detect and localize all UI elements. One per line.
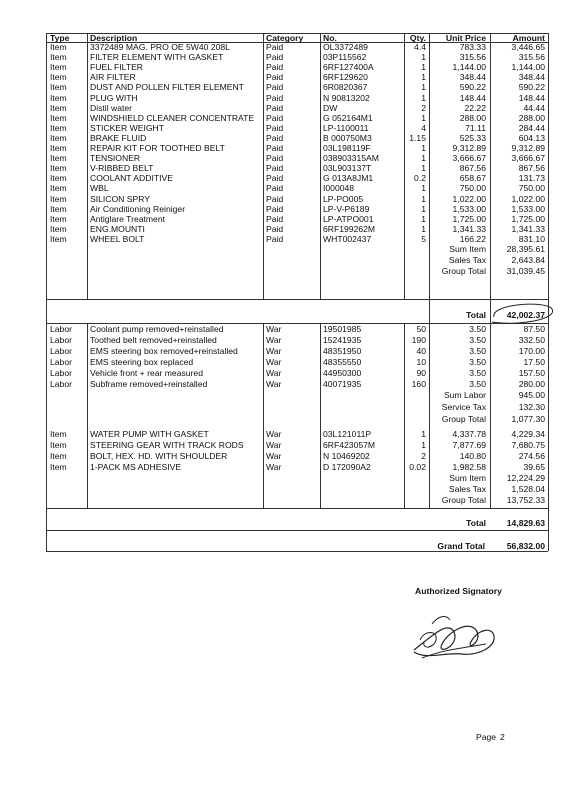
cell-amount: 157.50 bbox=[518, 368, 545, 378]
cell-type: Item bbox=[50, 153, 67, 164]
cell-description: 3372489 MAG. PRO OE 5W40 208L bbox=[90, 42, 230, 52]
cell-no: LP-PO005 bbox=[323, 193, 364, 204]
cell-no: WHT002437 bbox=[323, 233, 372, 244]
cell-amount: 39.65 bbox=[523, 461, 545, 472]
table-row bbox=[0, 324, 566, 334]
cell-description: V-RIBBED BELT bbox=[90, 163, 154, 174]
page-number: 2 bbox=[500, 732, 505, 742]
cell-type: Labor bbox=[50, 379, 72, 389]
cell-no: LP-1100011 bbox=[323, 122, 369, 133]
cell-description: 1-PACK MS ADHESIVE bbox=[90, 461, 182, 472]
labor-group-total-value: 1,077.30 bbox=[511, 414, 545, 424]
grand-total-label: Grand Total bbox=[437, 541, 485, 551]
cell-type: Item bbox=[50, 429, 67, 439]
cell-description: REPAIR KIT FOR TOOTHED BELT bbox=[90, 143, 225, 153]
header-description: Description bbox=[90, 33, 138, 43]
cell-amount: 284.44 bbox=[518, 122, 545, 133]
cell-category: Paid bbox=[266, 193, 284, 204]
table-row bbox=[0, 451, 566, 461]
cell-type: Item bbox=[50, 72, 67, 83]
cell-qty: 40 bbox=[416, 346, 426, 356]
cell-description: BOLT, HEX. HD. WITH SHOULDER bbox=[90, 450, 228, 461]
cell-qty: 4 bbox=[421, 122, 426, 133]
cell-amount: 867.56 bbox=[518, 163, 545, 174]
cell-unit-price: 4,337.78 bbox=[452, 429, 486, 439]
cell-type: Item bbox=[50, 52, 67, 63]
table-row bbox=[0, 93, 566, 103]
table-row bbox=[0, 234, 566, 244]
cell-unit-price: 3.50 bbox=[469, 368, 486, 378]
cell-description: Coolant pump removed+reinstalled bbox=[90, 324, 224, 334]
cell-amount: 170.00 bbox=[518, 346, 545, 356]
page-label: Page bbox=[476, 732, 497, 742]
cell-qty: 1 bbox=[421, 193, 426, 204]
table-row bbox=[0, 42, 566, 52]
cell-no: 6RF423057M bbox=[323, 439, 376, 450]
cell-unit-price: 3.50 bbox=[469, 335, 486, 345]
cell-type: Labor bbox=[50, 324, 72, 334]
cell-description: Subframe removed+reinstalled bbox=[90, 379, 208, 389]
total-value: 42,002.37 bbox=[506, 310, 545, 320]
cell-category: Paid bbox=[266, 92, 284, 103]
cell-unit-price: 348.44 bbox=[459, 72, 486, 83]
cell-category: War bbox=[266, 346, 282, 356]
cell-amount: 17.50 bbox=[523, 357, 545, 367]
cell-qty: 1 bbox=[421, 153, 426, 164]
cell-amount: 44.44 bbox=[523, 102, 545, 113]
cell-no: 03L198119F bbox=[323, 143, 371, 153]
cell-category: Paid bbox=[266, 183, 284, 194]
cell-no: 48355550 bbox=[323, 357, 362, 367]
cell-no: 19501985 bbox=[323, 324, 362, 334]
cell-unit-price: 867.56 bbox=[459, 163, 486, 174]
cell-unit-price: 71.11 bbox=[465, 122, 486, 133]
table-row bbox=[0, 173, 566, 183]
service-tax-label: Service Tax bbox=[441, 402, 486, 412]
cell-category: Paid bbox=[266, 132, 284, 143]
table-row bbox=[0, 194, 566, 204]
cell-category: War bbox=[266, 368, 282, 378]
cell-description: EMS steering box removed+reinstalled bbox=[90, 346, 238, 356]
cell-unit-price: 1,533.00 bbox=[452, 203, 486, 214]
cell-no: 6RF129620 bbox=[323, 72, 368, 83]
cell-qty: 1 bbox=[421, 82, 426, 93]
war-sales-tax-value: 1,528.04 bbox=[511, 484, 545, 494]
cell-type: Item bbox=[50, 132, 67, 143]
cell-description: WATER PUMP WITH GASKET bbox=[90, 429, 209, 439]
cell-amount: 1,144.00 bbox=[511, 62, 545, 73]
cell-amount: 4,229.34 bbox=[511, 429, 545, 439]
cell-description: FUEL FILTER bbox=[90, 62, 144, 73]
cell-no: 40071935 bbox=[323, 379, 362, 389]
cell-no: B 000750M3 bbox=[323, 132, 372, 143]
cell-qty: 1 bbox=[421, 439, 426, 450]
table-row bbox=[0, 183, 566, 193]
cell-type: Item bbox=[50, 173, 67, 184]
cell-category: War bbox=[266, 324, 282, 334]
cell-description: Vehicle front + rear measured bbox=[90, 368, 203, 378]
table-row bbox=[0, 133, 566, 143]
table-row bbox=[0, 368, 566, 378]
cell-no: D 172090A2 bbox=[323, 461, 371, 472]
cell-category: Paid bbox=[266, 163, 284, 174]
cell-unit-price: 658.67 bbox=[459, 173, 486, 184]
cell-category: Paid bbox=[266, 223, 284, 234]
cell-description: Distil water bbox=[90, 102, 133, 113]
cell-amount: 288.00 bbox=[518, 112, 545, 123]
table-row bbox=[0, 462, 566, 472]
cell-type: Item bbox=[50, 62, 67, 73]
cell-unit-price: 1,982.58 bbox=[452, 461, 486, 472]
header-amount: Amount bbox=[512, 33, 545, 43]
cell-type: Item bbox=[50, 143, 67, 153]
cell-unit-price: 590.22 bbox=[459, 82, 486, 93]
cell-no: OL3372489 bbox=[323, 42, 368, 52]
cell-description: Air Conditioning Reiniger bbox=[90, 203, 186, 214]
cell-type: Item bbox=[50, 122, 67, 133]
grand-total-value: 56,832.00 bbox=[506, 541, 545, 551]
cell-unit-price: 315.56 bbox=[459, 52, 486, 63]
cell-description: WHEEL BOLT bbox=[90, 233, 145, 244]
cell-category: War bbox=[266, 357, 282, 367]
cell-unit-price: 1,144.00 bbox=[452, 62, 486, 73]
cell-unit-price: 1,725.00 bbox=[452, 213, 486, 224]
cell-amount: 1,022.00 bbox=[511, 193, 545, 204]
cell-unit-price: 148.44 bbox=[459, 92, 486, 103]
cell-category: Paid bbox=[266, 52, 284, 63]
cell-no: LP-V-P6189 bbox=[323, 203, 370, 214]
cell-qty: 1.15 bbox=[409, 132, 426, 143]
cell-amount: 604.13 bbox=[518, 132, 545, 143]
cell-category: War bbox=[266, 450, 282, 461]
cell-no: N 90813202 bbox=[323, 92, 370, 103]
cell-category: Paid bbox=[266, 42, 284, 52]
table-row bbox=[0, 357, 566, 367]
war-sales-tax-label: Sales Tax bbox=[448, 484, 486, 494]
header-category: Category bbox=[266, 33, 304, 43]
sum-labor-value: 945.00 bbox=[518, 390, 545, 400]
cell-amount: 7,680.75 bbox=[511, 439, 545, 450]
cell-no: 15241935 bbox=[323, 335, 362, 345]
cell-amount: 831.10 bbox=[518, 233, 545, 244]
cell-unit-price: 1,022.00 bbox=[452, 193, 486, 204]
table-row bbox=[0, 113, 566, 123]
cell-no: 6RF199262M bbox=[323, 223, 376, 234]
header-unit-price: Unit Price bbox=[445, 33, 486, 43]
sum-item-value: 28,395.61 bbox=[506, 244, 545, 254]
cell-category: Paid bbox=[266, 173, 284, 184]
cell-description: TENSIONER bbox=[90, 153, 141, 164]
cell-qty: 1 bbox=[421, 429, 426, 439]
cell-description: WINDSHIELD CLEANER CONCENTRATE bbox=[90, 112, 255, 123]
cell-type: Item bbox=[50, 233, 67, 244]
cell-unit-price: 783.33 bbox=[459, 42, 486, 52]
cell-type: Item bbox=[50, 223, 67, 234]
cell-no: 44950300 bbox=[323, 368, 362, 378]
cell-category: Paid bbox=[266, 143, 284, 153]
table-row bbox=[0, 346, 566, 356]
table-row bbox=[0, 214, 566, 224]
signatory-label: Authorized Signatory bbox=[415, 586, 502, 596]
cell-no: 03L903137T bbox=[323, 163, 372, 174]
header-type: Type bbox=[50, 33, 70, 43]
cell-unit-price: 3.50 bbox=[469, 346, 486, 356]
cell-category: Paid bbox=[266, 102, 284, 113]
cell-no: G 013A8JM1 bbox=[323, 173, 374, 184]
header-qty: Qty. bbox=[409, 33, 426, 43]
cell-amount: 280.00 bbox=[518, 379, 545, 389]
cell-qty: 1 bbox=[421, 72, 426, 83]
cell-qty: 4.4 bbox=[414, 42, 426, 52]
cell-no: DW bbox=[323, 102, 338, 113]
cell-unit-price: 9,312.89 bbox=[452, 143, 486, 153]
table-row bbox=[0, 52, 566, 62]
cell-unit-price: 7,877.69 bbox=[452, 439, 486, 450]
cell-category: War bbox=[266, 379, 282, 389]
cell-no: LP-ATPO001 bbox=[323, 213, 374, 224]
cell-amount: 750.00 bbox=[518, 183, 545, 194]
cell-qty: 5 bbox=[421, 233, 426, 244]
cell-category: War bbox=[266, 429, 282, 439]
cell-description: ENG.MOUNTI bbox=[90, 223, 145, 234]
cell-category: Paid bbox=[266, 213, 284, 224]
cell-qty: 1 bbox=[421, 183, 426, 194]
total-circle-annotation bbox=[486, 300, 558, 326]
cell-unit-price: 1,341.33 bbox=[452, 223, 486, 234]
labor-group-total-label: Group Total bbox=[441, 414, 486, 424]
table-row bbox=[0, 379, 566, 389]
cell-unit-price: 525.33 bbox=[459, 132, 486, 143]
cell-unit-price: 750.00 bbox=[459, 183, 486, 194]
cell-type: Labor bbox=[50, 335, 72, 345]
cell-description: EMS steering box replaced bbox=[90, 357, 194, 367]
cell-amount: 1,533.00 bbox=[511, 203, 545, 214]
war-sum-item-value: 12,224.29 bbox=[506, 473, 545, 483]
war-total-value: 14,829.63 bbox=[506, 518, 545, 528]
cell-amount: 315.56 bbox=[518, 52, 545, 63]
cell-amount: 590.22 bbox=[518, 82, 545, 93]
cell-category: Paid bbox=[266, 72, 284, 83]
cell-description: AIR FILTER bbox=[90, 72, 136, 83]
war-group-total-label: Group Total bbox=[441, 495, 486, 505]
cell-qty: 2 bbox=[421, 102, 426, 113]
group-total-value: 31,039.45 bbox=[506, 266, 545, 276]
cell-qty: 190 bbox=[411, 335, 426, 345]
cell-unit-price: 3.50 bbox=[469, 324, 486, 334]
cell-description: Toothed belt removed+reinstalled bbox=[90, 335, 217, 345]
cell-qty: 1 bbox=[421, 203, 426, 214]
cell-qty: 1 bbox=[421, 62, 426, 73]
cell-qty: 1 bbox=[421, 92, 426, 103]
cell-category: Paid bbox=[266, 233, 284, 244]
cell-unit-price: 22.22 bbox=[464, 102, 486, 113]
header-no: No. bbox=[323, 33, 337, 43]
cell-qty: 90 bbox=[416, 368, 426, 378]
group-total-label: Group Total bbox=[441, 266, 486, 276]
cell-amount: 348.44 bbox=[518, 72, 545, 83]
cell-description: WBL bbox=[90, 183, 109, 194]
cell-type: Item bbox=[50, 439, 67, 450]
cell-amount: 1,341.33 bbox=[511, 223, 545, 234]
cell-description: PLUG WITH bbox=[90, 92, 138, 103]
cell-type: Item bbox=[50, 102, 67, 113]
cell-category: Paid bbox=[266, 62, 284, 73]
cell-amount: 131.73 bbox=[518, 173, 545, 184]
cell-category: War bbox=[266, 335, 282, 345]
cell-amount: 87.50 bbox=[523, 324, 545, 334]
war-sum-item-label: Sum Item bbox=[449, 473, 486, 483]
cell-description: DUST AND POLLEN FILTER ELEMENT bbox=[90, 82, 244, 93]
cell-qty: 10 bbox=[416, 357, 426, 367]
cell-qty: 1 bbox=[421, 163, 426, 174]
cell-amount: 1,725.00 bbox=[511, 213, 545, 224]
sum-labor-label: Sum Labor bbox=[443, 390, 486, 400]
cell-description: STICKER WEIGHT bbox=[90, 122, 165, 133]
signature-image bbox=[402, 600, 512, 672]
cell-no: 6RF127400A bbox=[323, 62, 374, 73]
cell-type: Labor bbox=[50, 368, 72, 378]
cell-unit-price: 3.50 bbox=[469, 357, 486, 367]
table-row bbox=[0, 153, 566, 163]
cell-description: SILICON SPRY bbox=[90, 193, 151, 204]
cell-type: Labor bbox=[50, 357, 72, 367]
service-tax-value: 132.30 bbox=[518, 402, 545, 412]
war-group-total-value: 13,752.33 bbox=[506, 495, 545, 505]
cell-type: Item bbox=[50, 112, 67, 123]
cell-amount: 148.44 bbox=[518, 92, 545, 103]
cell-no: 03L121011P bbox=[323, 429, 372, 439]
cell-unit-price: 166.22 bbox=[459, 233, 486, 244]
cell-no: 6R0820367 bbox=[323, 82, 368, 93]
cell-category: Paid bbox=[266, 153, 284, 164]
table-row bbox=[0, 224, 566, 234]
table-row bbox=[0, 143, 566, 153]
cell-type: Item bbox=[50, 92, 67, 103]
cell-amount: 3,446.65 bbox=[511, 42, 545, 52]
cell-unit-price: 288.00 bbox=[459, 112, 486, 123]
cell-no: I000048 bbox=[323, 183, 355, 194]
cell-qty: 1 bbox=[421, 223, 426, 234]
cell-type: Item bbox=[50, 42, 67, 52]
cell-description: Antiglare Treatment bbox=[90, 213, 165, 224]
cell-type: Item bbox=[50, 163, 67, 174]
cell-description: FILTER ELEMENT WITH GASKET bbox=[90, 52, 224, 63]
cell-category: War bbox=[266, 461, 282, 472]
cell-qty: 2 bbox=[421, 450, 426, 461]
cell-description: STEERING GEAR WITH TRACK RODS bbox=[90, 439, 244, 450]
cell-type: Labor bbox=[50, 346, 72, 356]
cell-no: N 10469202 bbox=[323, 450, 370, 461]
cell-qty: 0.02 bbox=[409, 461, 426, 472]
cell-type: Item bbox=[50, 213, 67, 224]
cell-no: 48351950 bbox=[323, 346, 362, 356]
table-row bbox=[0, 204, 566, 214]
cell-category: Paid bbox=[266, 203, 284, 214]
cell-type: Item bbox=[50, 82, 67, 93]
war-total-label: Total bbox=[466, 518, 486, 528]
cell-category: War bbox=[266, 439, 282, 450]
cell-type: Item bbox=[50, 450, 67, 461]
table-row bbox=[0, 440, 566, 450]
cell-unit-price: 140.80 bbox=[459, 450, 486, 461]
cell-category: Paid bbox=[266, 122, 284, 133]
table-row bbox=[0, 123, 566, 133]
cell-amount: 3,666.67 bbox=[511, 153, 545, 164]
table-row bbox=[0, 72, 566, 82]
cell-type: Item bbox=[50, 183, 67, 194]
table-row bbox=[0, 335, 566, 345]
cell-qty: 160 bbox=[411, 379, 426, 389]
cell-unit-price: 3,666.67 bbox=[452, 153, 486, 164]
cell-no: 038903315AM bbox=[323, 153, 379, 164]
cell-no: G 052164M1 bbox=[323, 112, 373, 123]
cell-description: COOLANT ADDITIVE bbox=[90, 173, 173, 184]
sales-tax-value: 2,643.84 bbox=[511, 255, 545, 265]
table-row bbox=[0, 103, 566, 113]
cell-no: 03P115562 bbox=[323, 52, 367, 63]
cell-type: Item bbox=[50, 461, 67, 472]
table-row bbox=[0, 429, 566, 439]
cell-category: Paid bbox=[266, 82, 284, 93]
cell-unit-price: 3.50 bbox=[469, 379, 486, 389]
cell-amount: 9,312.89 bbox=[511, 143, 545, 153]
cell-category: Paid bbox=[266, 112, 284, 123]
cell-amount: 332.50 bbox=[518, 335, 545, 345]
cell-type: Item bbox=[50, 203, 67, 214]
cell-qty: 1 bbox=[421, 112, 426, 123]
cell-qty: 50 bbox=[416, 324, 426, 334]
cell-amount: 274.56 bbox=[518, 450, 545, 461]
cell-qty: 1 bbox=[421, 52, 426, 63]
cell-qty: 0.2 bbox=[414, 173, 426, 184]
table-row bbox=[0, 163, 566, 173]
table-row bbox=[0, 62, 566, 72]
cell-description: BRAKE FLUID bbox=[90, 132, 147, 143]
cell-qty: 1 bbox=[421, 213, 426, 224]
table-row bbox=[0, 82, 566, 92]
cell-type: Item bbox=[50, 193, 67, 204]
cell-qty: 1 bbox=[421, 143, 426, 153]
total-label: Total bbox=[466, 310, 486, 320]
sales-tax-label: Sales Tax bbox=[448, 255, 486, 265]
sum-item-label: Sum Item bbox=[449, 244, 486, 254]
